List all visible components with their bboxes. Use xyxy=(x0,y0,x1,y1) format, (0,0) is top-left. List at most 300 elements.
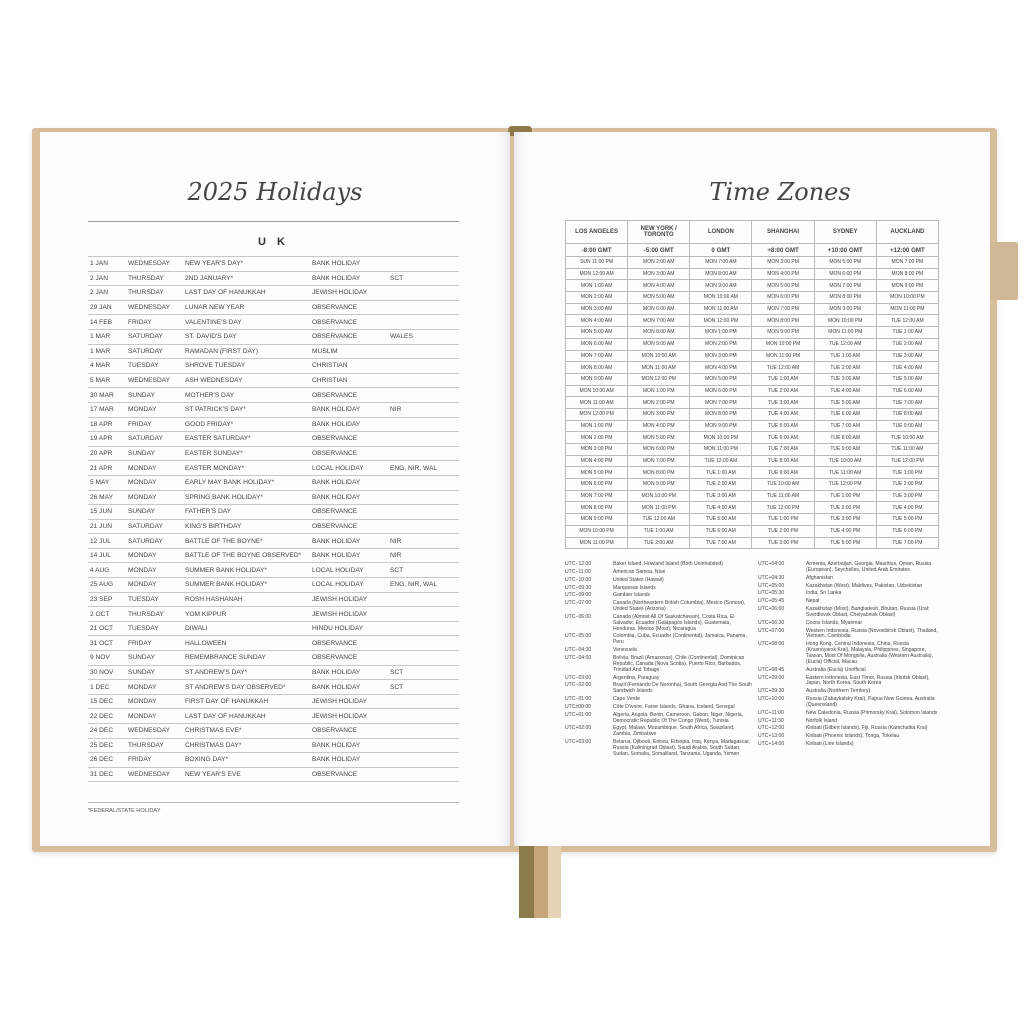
holiday-weekday: FRIDAY xyxy=(126,315,183,330)
holiday-name: ST ANDREW'S DAY OBSERVED* xyxy=(183,680,310,695)
holiday-date: 26 MAY xyxy=(88,490,126,505)
holiday-weekday: MONDAY xyxy=(126,709,183,724)
holiday-weekday: WEDNESDAY xyxy=(126,257,183,272)
holiday-type: OBSERVANCE xyxy=(310,505,388,520)
time-row xyxy=(566,268,939,280)
utc-regions: Eastern Indonesia, East Timor, Russia (Irkutsk Oblast), Japan, North Korea, South Korea xyxy=(806,674,930,687)
time-cell: TUE 3:00 PM xyxy=(876,490,938,502)
holiday-region xyxy=(388,607,459,622)
holiday-name: FIRST DAY OF HANUKKAH xyxy=(183,694,310,709)
time-cell: SUN 11:00 PM xyxy=(566,257,628,269)
holiday-date: 14 FEB xyxy=(88,315,126,330)
holiday-row xyxy=(88,344,459,359)
time-row xyxy=(566,315,939,327)
holiday-row xyxy=(88,534,459,549)
holiday-type: JEWISH HOLIDAY xyxy=(310,286,388,301)
time-cell: MON 8:00 AM xyxy=(628,327,690,339)
holiday-type: OBSERVANCE xyxy=(310,300,388,315)
time-cell: TUE 11:00 AM xyxy=(814,467,876,479)
utc-entry xyxy=(565,562,753,568)
time-row xyxy=(566,502,939,514)
holiday-row xyxy=(88,359,459,374)
holiday-region xyxy=(388,446,459,461)
holiday-weekday: MONDAY xyxy=(126,680,183,695)
holiday-date: 9 NOV xyxy=(88,651,126,666)
utc-entry xyxy=(758,719,940,725)
holiday-region xyxy=(388,286,459,301)
utc-entry xyxy=(565,586,753,592)
time-cell: MON 9:00 PM xyxy=(752,327,814,339)
utc-regions: Nepal xyxy=(806,598,820,605)
time-cell: MON 10:00 PM xyxy=(752,338,814,350)
holiday-row xyxy=(88,636,459,651)
time-cell: TUE 2:00 PM xyxy=(752,525,814,537)
time-cell: TUE 1:00 AM xyxy=(876,327,938,339)
holiday-weekday: SATURDAY xyxy=(126,344,183,359)
holiday-row xyxy=(88,373,459,388)
holiday-weekday: MONDAY xyxy=(126,578,183,593)
time-cell: TUE 1:00 PM xyxy=(814,490,876,502)
holiday-region xyxy=(388,709,459,724)
time-cell: MON 10:00 PM xyxy=(628,490,690,502)
utc-offset: UTC+09:00 xyxy=(758,674,785,681)
time-cell: MON 2:00 PM xyxy=(690,338,752,350)
time-cell: MON 12:00 PM xyxy=(628,373,690,385)
time-cell: MON 5:00 PM xyxy=(814,257,876,269)
holiday-row xyxy=(88,257,459,272)
time-cell: MON 9:00 PM xyxy=(566,514,628,526)
holiday-type: BANK HOLIDAY xyxy=(310,402,388,417)
time-cell: MON 11:00 PM xyxy=(752,350,814,362)
holiday-type: LOCAL HOLIDAY xyxy=(310,563,388,578)
utc-regions: Norfolk Island xyxy=(806,717,838,724)
time-cell: MON 11:00 PM xyxy=(566,537,628,549)
holiday-name: EASTER SUNDAY* xyxy=(183,446,310,461)
holiday-weekday: THURSDAY xyxy=(126,286,183,301)
time-cell: TUE 1:00 AM xyxy=(690,467,752,479)
utc-entry xyxy=(565,593,753,599)
holiday-type: BANK HOLIDAY xyxy=(310,548,388,563)
time-cell: TUE 4:00 AM xyxy=(690,502,752,514)
time-cell: TUE 2:00 PM xyxy=(814,502,876,514)
utc-entry xyxy=(758,697,940,709)
holiday-row xyxy=(88,665,459,680)
holiday-row xyxy=(88,475,459,490)
gmt-offset: -8:00 GMT xyxy=(566,244,628,257)
time-cell: TUE 3:00 AM xyxy=(876,350,938,362)
holiday-row xyxy=(88,563,459,578)
time-cell: MON 8:00 PM xyxy=(566,502,628,514)
time-cell: TUE 12:00 AM xyxy=(752,362,814,374)
holiday-name: SUMMER BANK HOLIDAY* xyxy=(183,563,310,578)
time-cell: MON 4:00 PM xyxy=(628,420,690,432)
time-cell: TUE 12:00 PM xyxy=(876,455,938,467)
utc-regions: Belarus, Djibouti, Eritrea, Ethiopia, Iraq, Kenya, Madagascar, Russia (Kaliningrad Oblast), Saudi Arabia, South Sudan, Sudan, Somalia, Somaliland, Tanzania, Uganda, Yemen xyxy=(613,739,751,757)
utc-offset: UTC+03:00 xyxy=(565,739,592,746)
time-cell: MON 3:00 PM xyxy=(752,257,814,269)
time-cell: TUE 1:00 PM xyxy=(752,514,814,526)
time-cell: MON 8:00 PM xyxy=(690,408,752,420)
time-cell: MON 10:00 AM xyxy=(566,385,628,397)
utc-offset: UTC+07:00 xyxy=(758,627,785,634)
time-cell: TUE 10:00 AM xyxy=(814,455,876,467)
time-cell: MON 8:00 AM xyxy=(690,268,752,280)
holiday-row xyxy=(88,738,459,753)
time-row xyxy=(566,537,939,549)
utc-offset: UTC−09:00 xyxy=(565,592,592,599)
utc-regions: Canada (Almost All Of Saskatchewan), Costa Rica, El Salvador, Ecuador (Galápagos Islands), Guatemala, Honduras, Mexico (Most), Nicaragua xyxy=(613,613,735,632)
utc-entry xyxy=(758,689,940,695)
holiday-type: BANK HOLIDAY xyxy=(310,417,388,432)
utc-entry xyxy=(758,734,940,740)
time-cell: TUE 4:00 AM xyxy=(814,385,876,397)
time-cell: MON 12:00 AM xyxy=(566,268,628,280)
holiday-name: GOOD FRIDAY* xyxy=(183,417,310,432)
holiday-weekday: MONDAY xyxy=(126,548,183,563)
holiday-region xyxy=(388,694,459,709)
time-cell: MON 10:00 PM xyxy=(690,432,752,444)
time-row xyxy=(566,408,939,420)
time-row xyxy=(566,303,939,315)
holiday-date: 2 OCT xyxy=(88,607,126,622)
time-cell: MON 8:00 PM xyxy=(876,268,938,280)
time-row xyxy=(566,373,939,385)
holiday-date: 22 DEC xyxy=(88,709,126,724)
holiday-name: VALENTINE'S DAY xyxy=(183,315,310,330)
time-cell: MON 2:00 AM xyxy=(628,257,690,269)
holiday-region xyxy=(388,388,459,403)
utc-offset: UTC+06:30 xyxy=(758,619,785,626)
holiday-name: EASTER MONDAY* xyxy=(183,461,310,476)
time-cell: TUE 5:00 PM xyxy=(814,537,876,549)
holiday-date: 21 APR xyxy=(88,461,126,476)
ribbon-bookmark-tan xyxy=(534,846,548,918)
time-cell: TUE 11:00 AM xyxy=(752,490,814,502)
holiday-date: 5 MAY xyxy=(88,475,126,490)
holiday-type: BANK HOLIDAY xyxy=(310,271,388,286)
utc-offset: UTC+11:30 xyxy=(758,717,784,724)
utc-entry xyxy=(758,562,940,574)
utc-offset: UTC+10:00 xyxy=(758,696,785,703)
holiday-region xyxy=(388,592,459,607)
holiday-row xyxy=(88,300,459,315)
time-row xyxy=(566,420,939,432)
holiday-row xyxy=(88,607,459,622)
gmt-offset: -5:00 GMT xyxy=(628,244,690,257)
utc-offset: UTC−03:00 xyxy=(565,674,592,681)
time-cell: MON 11:00 AM xyxy=(690,303,752,315)
ribbon-bookmark-cream xyxy=(548,846,561,918)
holiday-name: SUMMER BANK HOLIDAY* xyxy=(183,578,310,593)
holiday-weekday: THURSDAY xyxy=(126,271,183,286)
time-cell: TUE 1:00 AM xyxy=(814,350,876,362)
time-cell: MON 2:00 PM xyxy=(628,397,690,409)
time-cell: TUE 3:00 PM xyxy=(814,514,876,526)
utc-regions: Canada (Northeastern British Columbia), Mexico (Sonora), United States (Arizona) xyxy=(613,600,746,613)
time-cell: MON 9:00 PM xyxy=(814,303,876,315)
time-cell: MON 7:00 PM xyxy=(752,303,814,315)
holiday-row xyxy=(88,417,459,432)
utc-regions: Colombia, Cuba, Ecuador (Continental), Jamaica, Panama, Peru xyxy=(613,633,747,646)
holiday-weekday: MONDAY xyxy=(126,490,183,505)
utc-entry xyxy=(565,705,753,711)
utc-regions: Baker Island, Howland Island (Both Uninhabited) xyxy=(613,561,723,567)
time-cell: MON 6:00 AM xyxy=(628,303,690,315)
holiday-weekday: FRIDAY xyxy=(126,636,183,651)
time-cell: TUE 6:00 PM xyxy=(876,525,938,537)
page-title: 2025 Holidays xyxy=(187,178,363,206)
holiday-date: 1 DEC xyxy=(88,680,126,695)
holiday-type: BANK HOLIDAY xyxy=(310,534,388,549)
time-row xyxy=(566,444,939,456)
time-cell: TUE 10:00 AM xyxy=(752,479,814,491)
holiday-date: 21 JUN xyxy=(88,519,126,534)
utc-entry xyxy=(565,740,753,758)
utc-regions: Gambier Islands xyxy=(613,592,651,599)
holiday-type: OBSERVANCE xyxy=(310,651,388,666)
time-cell: MON 3:00 AM xyxy=(628,268,690,280)
time-cell: TUE 12:00 AM xyxy=(876,315,938,327)
city-header: AUCKLAND xyxy=(876,221,938,244)
utc-regions: Kazakhstan (West), Maldives, Pakistan, Uzbekistan xyxy=(806,582,923,589)
time-cell: TUE 2:00 PM xyxy=(876,479,938,491)
holiday-name: YOM KIPPUR xyxy=(183,607,310,622)
holiday-name: LAST DAY OF HANUKKAH xyxy=(183,286,310,301)
time-row xyxy=(566,280,939,292)
time-cell: MON 10:00 PM xyxy=(876,292,938,304)
holiday-type: HINDU HOLIDAY xyxy=(310,621,388,636)
time-cell: MON 3:00 PM xyxy=(566,444,628,456)
holiday-date: 15 DEC xyxy=(88,694,126,709)
gmt-offset: +10:00 GMT xyxy=(814,244,876,257)
time-cell: TUE 1:00 AM xyxy=(752,373,814,385)
time-cell: MON 4:00 PM xyxy=(752,268,814,280)
elastic-band xyxy=(990,242,1018,300)
time-cell: MON 10:00 PM xyxy=(566,525,628,537)
utc-regions: Cape Verde xyxy=(613,696,640,703)
utc-entry xyxy=(565,676,753,682)
holiday-weekday: WEDNESDAY xyxy=(126,300,183,315)
holiday-region: NIR xyxy=(388,534,459,549)
holiday-date: 1 JAN xyxy=(88,257,126,272)
holiday-region xyxy=(388,724,459,739)
holiday-row xyxy=(88,767,459,782)
time-cell: MON 6:00 PM xyxy=(814,268,876,280)
time-cell: MON 3:00 AM xyxy=(566,303,628,315)
time-cell: TUE 8:00 AM xyxy=(752,455,814,467)
time-cell: TUE 4:00 AM xyxy=(752,408,814,420)
time-cell: TUE 1:00 PM xyxy=(876,467,938,479)
time-cell: MON 7:00 PM xyxy=(566,490,628,502)
time-cell: MON 1:00 PM xyxy=(690,327,752,339)
time-cell: TUE 10:00 AM xyxy=(876,432,938,444)
holiday-type: JEWISH HOLIDAY xyxy=(310,607,388,622)
holiday-date: 30 NOV xyxy=(88,665,126,680)
holiday-type: OBSERVANCE xyxy=(310,636,388,651)
time-cell: MON 5:00 PM xyxy=(752,280,814,292)
time-row xyxy=(566,514,939,526)
time-cell: TUE 8:00 AM xyxy=(876,408,938,420)
time-cell: TUE 6:00 AM xyxy=(690,525,752,537)
holiday-name: BOXING DAY* xyxy=(183,753,310,768)
time-row xyxy=(566,397,939,409)
time-row xyxy=(566,455,939,467)
holiday-date: 29 JAN xyxy=(88,300,126,315)
holiday-weekday: FRIDAY xyxy=(126,753,183,768)
time-cell: TUE 7:00 AM xyxy=(814,420,876,432)
holiday-row xyxy=(88,286,459,301)
utc-offset: UTC+01:00 xyxy=(565,711,592,718)
holiday-name: EARLY MAY BANK HOLIDAY* xyxy=(183,475,310,490)
time-cell: TUE 7:00 AM xyxy=(876,397,938,409)
utc-offset: UTC+14:00 xyxy=(758,741,785,748)
time-cell: TUE 4:00 PM xyxy=(814,525,876,537)
utc-entry xyxy=(758,607,940,619)
time-cell: MON 3:00 PM xyxy=(690,350,752,362)
time-cell: TUE 3:00 AM xyxy=(690,490,752,502)
holiday-name: CHRISTMAS DAY* xyxy=(183,738,310,753)
holiday-date: 19 APR xyxy=(88,432,126,447)
holiday-weekday: MONDAY xyxy=(126,694,183,709)
utc-regions: Egypt, Malawi, Mozambique, South Africa, Swaziland, Zambia, Zimbabwe xyxy=(613,725,735,738)
time-cell: TUE 2:00 AM xyxy=(628,537,690,549)
time-cell: MON 4:00 AM xyxy=(628,280,690,292)
utc-offset: UTC+06:00 xyxy=(758,606,785,613)
holiday-type: BANK HOLIDAY xyxy=(310,680,388,695)
holiday-region: SCT xyxy=(388,680,459,695)
time-cell: MON 11:00 PM xyxy=(628,502,690,514)
holiday-row xyxy=(88,680,459,695)
holiday-row xyxy=(88,388,459,403)
holiday-date: 12 JUL xyxy=(88,534,126,549)
utc-regions: Bolivia, Brazil (Amazonas), Chile (Continental), Dominican Republic, Canada (Nova Scotia), Puerto Rico, Barbados, Trinidad And Tobago xyxy=(613,654,745,673)
time-cell: TUE 5:00 AM xyxy=(690,514,752,526)
holiday-name: ST ANDREW'S DAY* xyxy=(183,665,310,680)
holiday-row xyxy=(88,592,459,607)
time-cell: MON 4:00 PM xyxy=(566,455,628,467)
holiday-region: ENG, NIR, WAL xyxy=(388,578,459,593)
utc-regions: Venezuela xyxy=(613,647,637,654)
time-cell: MON 6:00 AM xyxy=(566,338,628,350)
holiday-region xyxy=(388,373,459,388)
holiday-type: LOCAL HOLIDAY xyxy=(310,461,388,476)
holiday-region xyxy=(388,315,459,330)
holiday-date: 15 JUN xyxy=(88,505,126,520)
holiday-date: 2 JAN xyxy=(88,271,126,286)
city-header: SHANGHAI xyxy=(752,221,814,244)
holiday-weekday: MONDAY xyxy=(126,563,183,578)
holiday-weekday: WEDNESDAY xyxy=(126,724,183,739)
holiday-weekday: THURSDAY xyxy=(126,738,183,753)
utc-regions: Australia (Northern Territory) xyxy=(806,688,871,695)
utc-offset: UTC+05:30 xyxy=(758,590,785,597)
holiday-type: CHRISTIAN xyxy=(310,373,388,388)
city-header: NEW YORK / TORONTO xyxy=(628,221,690,244)
utc-entry xyxy=(758,742,940,748)
holiday-weekday: SUNDAY xyxy=(126,446,183,461)
holiday-row xyxy=(88,461,459,476)
holiday-date: 4 MAR xyxy=(88,359,126,374)
gmt-offset: +8:00 GMT xyxy=(752,244,814,257)
holiday-weekday: SUNDAY xyxy=(126,665,183,680)
gmt-offset: 0 GMT xyxy=(690,244,752,257)
time-cell: TUE 5:00 PM xyxy=(876,514,938,526)
holiday-name: ASH WEDNESDAY xyxy=(183,373,310,388)
time-row xyxy=(566,385,939,397)
city-header: LOS ANGELES xyxy=(566,221,628,244)
utc-offset: UTC−10:00 xyxy=(565,576,592,583)
time-cell: TUE 9:00 AM xyxy=(876,420,938,432)
utc-entry xyxy=(758,584,940,590)
gmt-offset: +12:00 GMT xyxy=(876,244,938,257)
holiday-weekday: THURSDAY xyxy=(126,607,183,622)
utc-offset: UTC+11:00 xyxy=(758,709,784,716)
utc-regions: New Caledonia, Russia (Primorsky Krai), Solomon Islands xyxy=(806,709,938,716)
time-cell: TUE 2:00 AM xyxy=(876,338,938,350)
time-cell: TUE 5:00 AM xyxy=(876,373,938,385)
utc-regions: Brazil (Fernando De Noronha), South Georgia And The South Sandwich Islands xyxy=(613,682,752,695)
holiday-region xyxy=(388,621,459,636)
utc-offset-list-left xyxy=(565,562,753,760)
holiday-region: SCT xyxy=(388,665,459,680)
time-cell: MON 12:00 PM xyxy=(566,408,628,420)
time-cell: MON 7:00 PM xyxy=(876,257,938,269)
utc-entry xyxy=(565,713,753,725)
time-cell: MON 7:00 AM xyxy=(628,315,690,327)
city-header: SYDNEY xyxy=(814,221,876,244)
time-cell: TUE 4:00 AM xyxy=(876,362,938,374)
time-cell: TUE 7:00 PM xyxy=(876,537,938,549)
holiday-row xyxy=(88,402,459,417)
time-cell: MON 7:00 PM xyxy=(628,455,690,467)
holiday-date: 4 AUG xyxy=(88,563,126,578)
time-cell: TUE 3:00 AM xyxy=(814,373,876,385)
utc-entry xyxy=(565,697,753,703)
utc-entry xyxy=(758,676,940,688)
holiday-region: ENG, NIR, WAL xyxy=(388,461,459,476)
utc-offset: UTC−07:00 xyxy=(565,600,592,607)
holiday-date: 31 OCT xyxy=(88,636,126,651)
holiday-date: 30 MAR xyxy=(88,388,126,403)
time-cell: MON 1:00 PM xyxy=(566,420,628,432)
time-cell: MON 7:00 PM xyxy=(690,397,752,409)
time-cell: MON 6:00 PM xyxy=(752,292,814,304)
holiday-type: OBSERVANCE xyxy=(310,315,388,330)
time-row xyxy=(566,490,939,502)
holiday-weekday: SUNDAY xyxy=(126,651,183,666)
utc-regions: Algeria, Angola, Benin, Cameroon, Gabon, Niger, Nigeria, Democratic Republic Of The Congo (West), Tunisia xyxy=(613,711,743,724)
holiday-date: 31 DEC xyxy=(88,767,126,782)
holiday-name: EASTER SATURDAY* xyxy=(183,432,310,447)
holiday-region: SCT xyxy=(388,563,459,578)
utc-entry xyxy=(565,726,753,738)
utc-offset: UTC+08:00 xyxy=(758,641,785,648)
utc-entry xyxy=(565,683,753,695)
holiday-row xyxy=(88,709,459,724)
utc-regions: Russia (Zabaykalsky Krai), Papua New Guinea, Australia (Queensland) xyxy=(806,696,935,708)
holiday-type: BANK HOLIDAY xyxy=(310,257,388,272)
time-cell: TUE 2:00 AM xyxy=(690,479,752,491)
utc-regions: Argentina, Paraguay xyxy=(613,674,660,681)
time-cell: TUE 6:00 AM xyxy=(876,385,938,397)
holiday-date: 21 OCT xyxy=(88,621,126,636)
utc-regions: Afghanistan xyxy=(806,574,833,581)
holiday-name: HALLOWEEN xyxy=(183,636,310,651)
utc-regions: Kiribati (Gilbert Islands), Fiji, Russia (Kamchatka Krai) xyxy=(806,725,928,732)
time-cell: MON 1:00 AM xyxy=(566,280,628,292)
holiday-type: JEWISH HOLIDAY xyxy=(310,694,388,709)
utc-regions: India, Sri Lanka xyxy=(806,590,842,597)
